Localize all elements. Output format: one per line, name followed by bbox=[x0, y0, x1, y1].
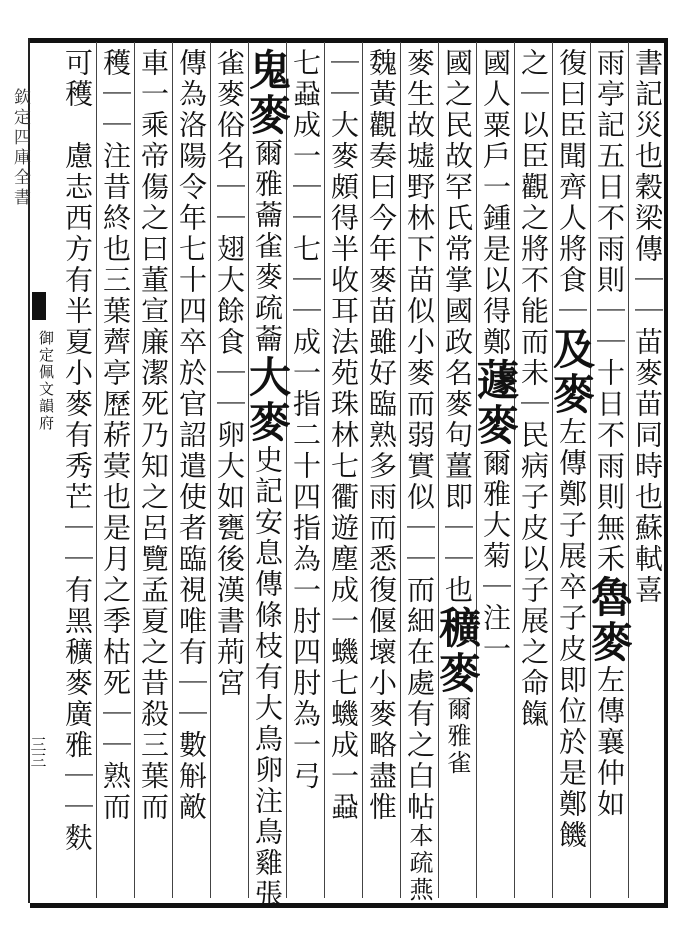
text-column-4 bbox=[516, 48, 550, 888]
text-column-5 bbox=[471, 48, 520, 888]
column-rule bbox=[476, 42, 477, 898]
column-text-tail: 左傳鄭子展卒子皮即位於是鄭饑 bbox=[555, 417, 588, 851]
text-column-2 bbox=[585, 48, 634, 888]
text-column-6 bbox=[433, 48, 482, 888]
column-rule bbox=[324, 42, 325, 898]
column-rule bbox=[96, 42, 97, 898]
text-column-8: 魏黃觀奏曰今年麥苗雖好臨熟多雨而悉復偃壞小麥略盡惟 bbox=[365, 48, 398, 823]
column-rule bbox=[400, 42, 401, 898]
column-rule bbox=[590, 42, 591, 898]
column-rule bbox=[514, 42, 515, 898]
entry-heading: 穬麥 bbox=[433, 606, 482, 696]
column-rule bbox=[362, 42, 363, 898]
margin-header: 欽定四庫全書 bbox=[10, 88, 30, 208]
column-text: 雀麥俗名｜｜ bbox=[213, 48, 246, 234]
column-text: 爾雅蘥雀麥疏蘥 bbox=[251, 138, 284, 355]
entry-heading: 魯麥 bbox=[585, 575, 634, 665]
entry-heading: 鬼麥 bbox=[243, 48, 292, 138]
column-text: 之｜以臣觀之將不能 bbox=[517, 48, 550, 327]
column-text-tail: 爾雅雀 bbox=[443, 696, 471, 777]
page-number: 三三 bbox=[28, 736, 47, 768]
column-text-tail: 史記安息傳條枝有大鳥卵注鳥雞張 bbox=[251, 445, 284, 910]
text-column-10: 七蝨成一｜｜七｜｜成一指二十四指為一肘四肘為一弓 bbox=[289, 48, 322, 792]
column-rule bbox=[210, 42, 211, 898]
text-column-1: 書記災也穀梁傳｜｜苗麥苗同時也蘇軾喜 bbox=[631, 48, 664, 606]
text-column-12 bbox=[212, 48, 246, 888]
column-rule bbox=[628, 42, 629, 898]
column-text-tail: 左傳襄仲如 bbox=[593, 665, 626, 820]
text-column-3 bbox=[547, 48, 596, 888]
text-column-16: 可穫 慮志西方有半夏小麥有秀芒｜｜有黑穬麥廣雅｜｜麩 bbox=[61, 48, 94, 854]
text-column-9: ｜｜大麥頗得半收耳法苑珠林七衢遊塵成一蟣七蟣成一蝨 bbox=[327, 48, 360, 823]
column-rule bbox=[552, 42, 553, 898]
column-text-tail: 翅大餘食｜｜卵大如甕後漢書荊宮 bbox=[213, 234, 246, 699]
column-text-tail: 而未｜民病子皮以子展之命餼 bbox=[517, 327, 550, 730]
column-text: 國之民故罕氏常掌國政 bbox=[441, 48, 474, 358]
column-rule bbox=[172, 42, 173, 898]
column-text: 雨亭記五日不雨則｜｜十日不雨則無禾 bbox=[593, 48, 626, 575]
page-margin bbox=[0, 40, 30, 900]
entry-heading: 大麥 bbox=[243, 355, 292, 445]
text-column-7 bbox=[402, 48, 436, 904]
entry-heading: 蘧麥 bbox=[471, 358, 520, 448]
column-note: 本疏燕 bbox=[405, 823, 433, 904]
book-title: 御定佩文韻府 bbox=[37, 330, 55, 432]
column-text: 國人粟戶一鍾是以得鄭 bbox=[479, 48, 512, 358]
column-text: 復曰臣聞齊人將食｜ bbox=[555, 48, 588, 327]
margin-fishtail-mark bbox=[32, 292, 46, 320]
column-text-tail: 名麥句薑即｜｜也 bbox=[441, 358, 474, 606]
column-text: 麥生故墟野林下苗似小麥而弱實似｜｜而細在處有之白帖 bbox=[403, 48, 436, 823]
column-rule bbox=[134, 42, 135, 898]
text-column-14: 車一乘帝傷之曰董宣廉潔死乃知之呂覽孟夏之昔殺三葉而 bbox=[137, 48, 170, 823]
column-rule bbox=[286, 42, 287, 898]
text-column-15: 穫｜｜注昔終也三葉薺亭歷菥蓂也是月之季枯死｜｜熟而 bbox=[99, 48, 132, 823]
column-rule bbox=[248, 42, 249, 898]
text-column-13: 傳為洛陽令年七十四卒於官詔遣使者臨視唯有｜｜數斛敵 bbox=[175, 48, 208, 823]
column-text-tail: 爾雅大菊｜注一 bbox=[479, 448, 512, 665]
column-rule bbox=[438, 42, 439, 898]
text-column-11 bbox=[243, 48, 292, 910]
entry-heading: 及麥 bbox=[547, 327, 596, 417]
